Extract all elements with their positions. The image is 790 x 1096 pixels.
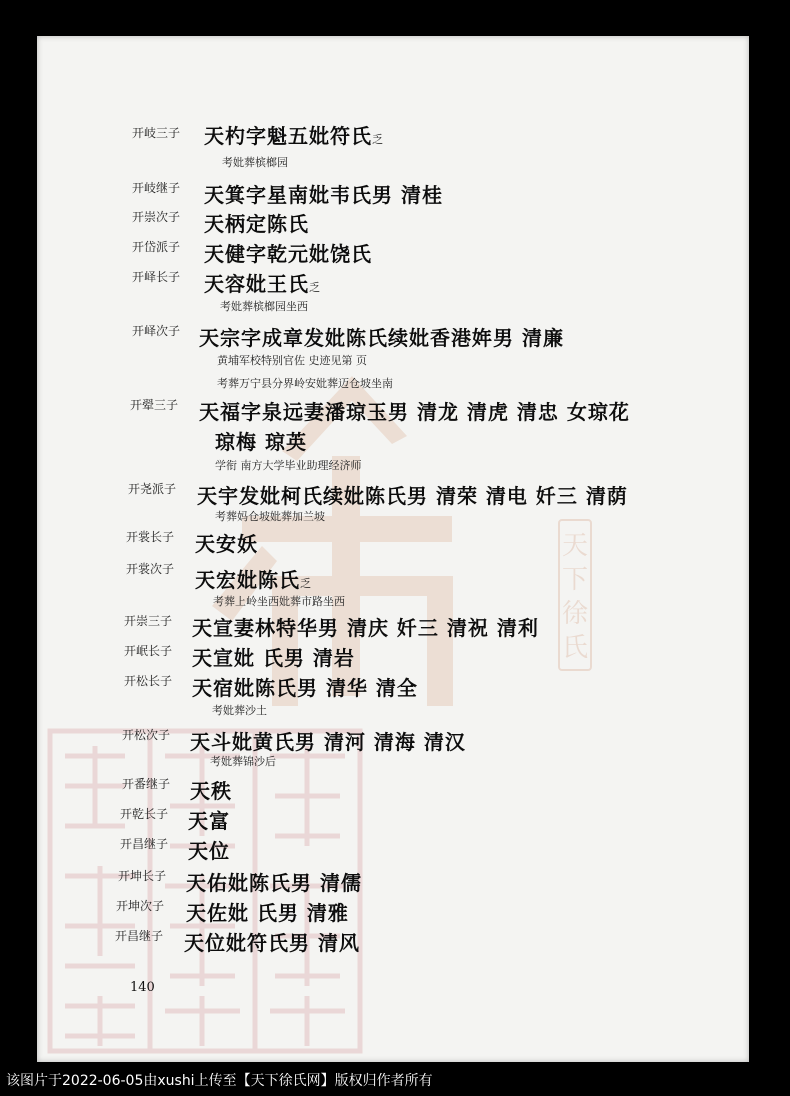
note-text: 考妣葬锦沙后 (210, 755, 276, 768)
entry-text: 天秩 (190, 779, 232, 803)
entry-label: 开坤长子 (118, 869, 167, 883)
entry-text: 琼梅 琼英 (215, 430, 307, 454)
entry-label: 开岐继子 (132, 181, 181, 195)
entry-text: 天宣妣 氏男 清岩 (192, 646, 355, 670)
entry-text: 天佑妣陈氏男 清儒 (186, 871, 362, 895)
entry-label: 开番继子 (122, 777, 171, 791)
note-text: 考妣葬槟榔园坐西 (220, 300, 308, 313)
note-text: 考葬妈仓坡妣葬加兰坡 (215, 510, 325, 523)
entry-suffix: 乏 (309, 281, 321, 294)
entry-label: 开昌继子 (120, 837, 169, 851)
watermark-char-2: 下 (561, 565, 589, 595)
watermark-site-text (545, 516, 605, 676)
entry-suffix: 乏 (300, 577, 312, 590)
entry-text: 天箕字星南妣韦氏男 清桂 (204, 183, 443, 207)
entry-text: 天位妣符氏男 清风 (184, 931, 360, 955)
entry-label: 开昌继子 (115, 929, 164, 943)
entry-text: 天斗妣黄氏男 清河 清海 清汉 (190, 730, 466, 754)
entry-text: 天杓字魁五妣符氏乏 (204, 124, 384, 148)
page-number: 140 (130, 980, 155, 995)
entry-text: 天宇发妣柯氏续妣陈氏男 清荣 清电 奷三 清荫 (197, 484, 628, 508)
entry-text: 天宣妻林特华男 清庆 奷三 清祝 清利 (192, 616, 539, 640)
entry-text: 天柄定陈氏 (204, 212, 309, 236)
entry-label: 开松次子 (122, 728, 171, 742)
entry-label: 开裳次子 (126, 562, 175, 576)
scanned-page (37, 36, 749, 1062)
entry-label: 开岐三子 (132, 126, 181, 140)
entry-label: 开松长子 (124, 674, 173, 688)
note-text: 考妣葬槟榔园 (222, 156, 288, 169)
entry-label: 开崇三子 (124, 614, 173, 628)
upload-notice-footer: 该图片于2022-06-05由xushi上传至【天下徐氏网】版权归作者所有 (0, 1066, 790, 1096)
entry-label: 开乾长子 (120, 807, 169, 821)
watermark-char-3: 徐 (561, 599, 589, 629)
entry-text: 天宿妣陈氏男 清华 清全 (192, 676, 418, 700)
entry-text: 天宗字成章发妣陈氏续妣香港姩男 清廉 (199, 326, 564, 350)
entry-label: 开坤次子 (116, 899, 165, 913)
watermark-char-1: 天 (561, 531, 589, 561)
entry-label: 开裳长子 (126, 530, 175, 544)
entry-label: 开峄次子 (132, 324, 181, 338)
note-text: 黄埔军校特别官佐 史迹见第 页 (217, 354, 367, 367)
note-text: 学衔 南方大学毕业助理经济师 (215, 459, 362, 472)
entry-text: 天容妣王氏乏 (204, 272, 321, 296)
entry-label: 开岱派子 (132, 240, 181, 254)
entry-text: 天位 (188, 839, 230, 863)
note-text: 考葬万宁县分界岭安妣葬迈仓坡坐南 (217, 377, 393, 390)
note-text: 考妣葬沙土 (212, 704, 267, 717)
entry-text: 天福字泉远妻潘琼玉男 清龙 清虎 清忠 女琼花 (199, 400, 630, 424)
entry-text: 天健字乾元妣饶氏 (204, 242, 372, 266)
entry-text: 天宏妣陈氏乏 (195, 568, 312, 592)
entry-label: 开崇次子 (132, 210, 181, 224)
entry-text: 天富 (188, 809, 230, 833)
entry-label: 开峄长子 (132, 270, 181, 284)
entry-text: 天佐妣 氏男 清雅 (186, 901, 349, 925)
entry-label: 开岷长子 (124, 644, 173, 658)
watermark-char-4: 氏 (561, 633, 589, 663)
entry-label: 开翚三子 (130, 398, 179, 412)
note-text: 考葬上岭坐西妣葬市路坐西 (213, 595, 345, 608)
entry-text: 天安妖 (195, 532, 258, 556)
entry-suffix: 乏 (372, 133, 384, 146)
entry-label: 开尧派子 (128, 482, 177, 496)
